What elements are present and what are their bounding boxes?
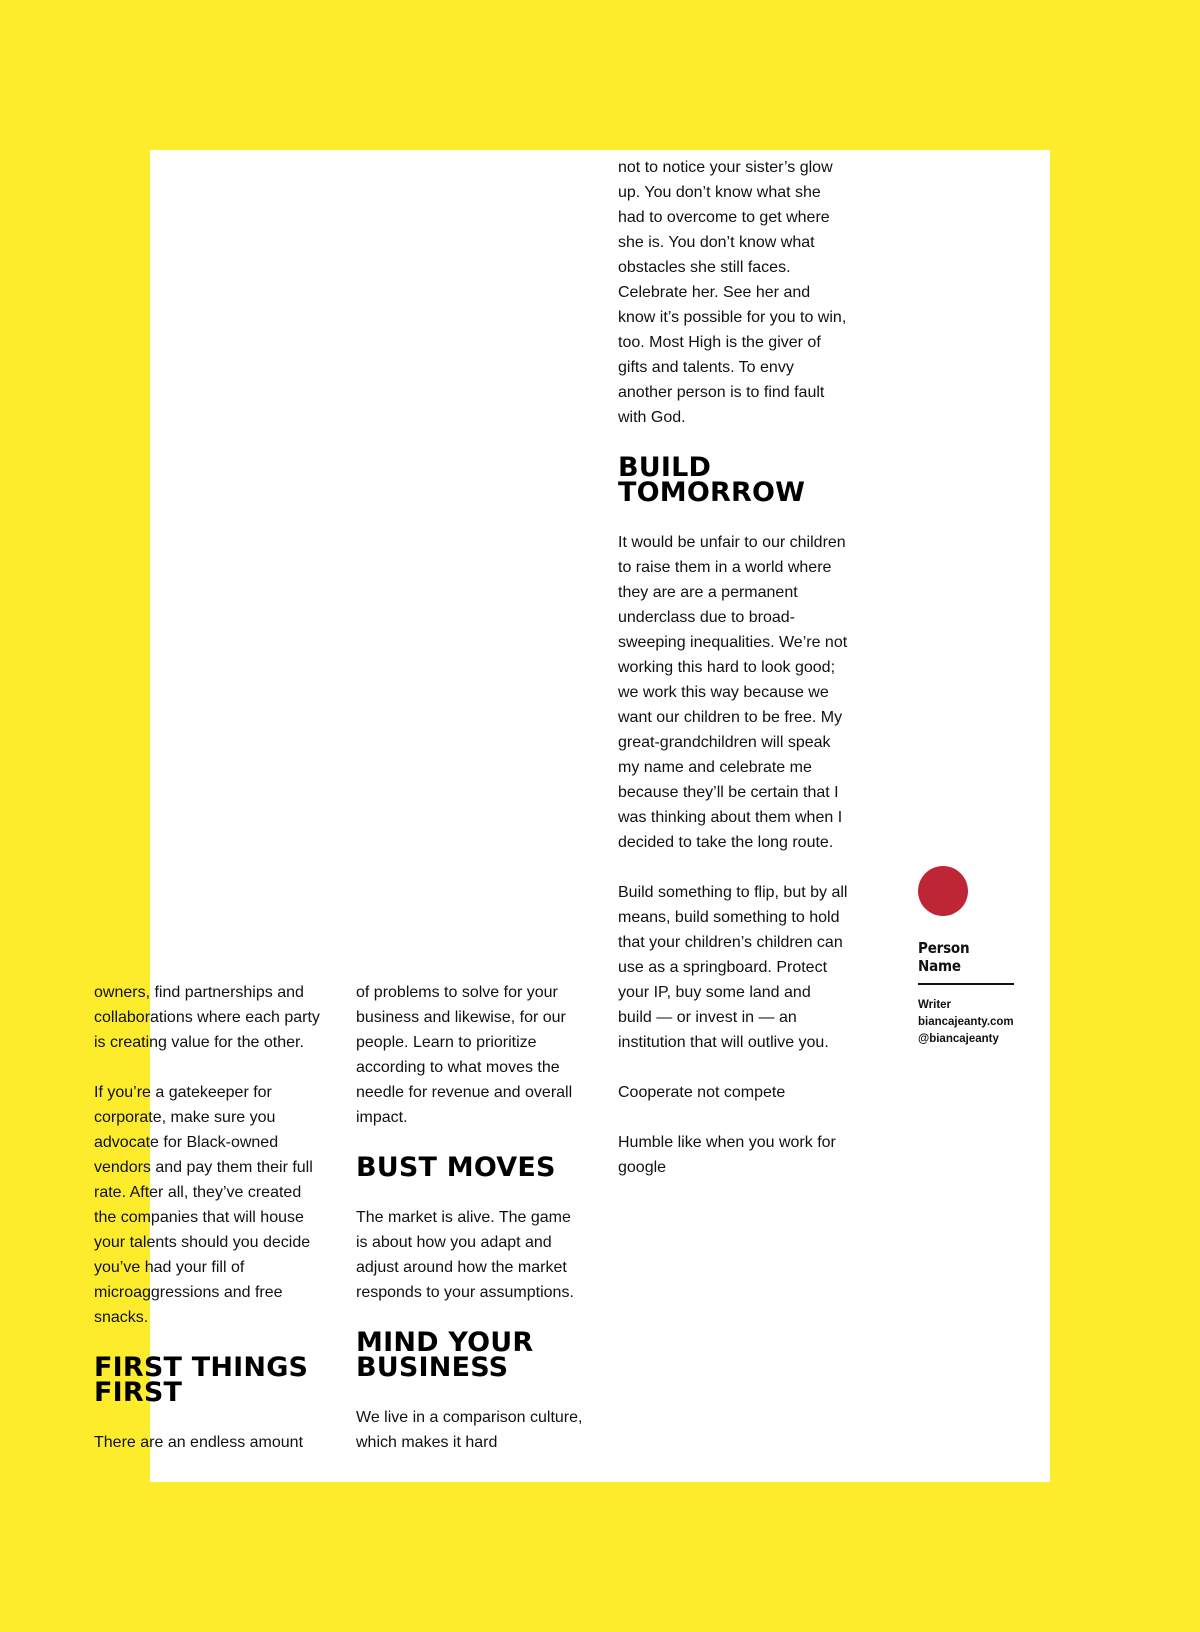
paragraph: not to notice your sister’s glow up. You don’t know what she had to overcome to get where she is. You don’t know what obstacles she still faces. Celebrate her. See her and know it’s possible for you to win, too. Most High is the giver of gifts and talents. To envy another person is to find fault with God. bbox=[618, 159, 847, 426]
paragraph: There are an endless amount bbox=[94, 1434, 304, 1451]
paragraph: If you’re a gatekeeper for corporate, make sure you advocate for Black-owned vendors and pay them their full rate. After all, they’ve created the companies that will house your talents should you decide you’ve had your fill of microaggressions and free snacks. bbox=[94, 1084, 313, 1326]
author-card bbox=[918, 866, 1028, 1048]
paragraph: Build something to flip, but by all means, build something to hold that your children’s children can use as a springboard. Protect your IP, buy some land and build — or invest in — an institution that will outlive you. bbox=[618, 884, 848, 1051]
article-column-2 bbox=[356, 980, 586, 1480]
paragraph: We live in a comparison culture, which makes it hard bbox=[356, 1409, 583, 1451]
paragraph: Humble like when you work for google bbox=[618, 1134, 836, 1176]
paragraph: of problems to solve for your business and likewise, for our people. Learn to prioritize according to what moves the needle for revenue and overall impact. bbox=[356, 984, 573, 1126]
author-handle-link[interactable]: @biancajeanty bbox=[918, 1033, 999, 1045]
author-meta bbox=[918, 997, 1028, 1048]
author-website-link[interactable]: biancajeanty.com bbox=[918, 1016, 1014, 1028]
section-heading-mind-your-business: MIND YOUR BUSINESS bbox=[356, 1327, 534, 1383]
paragraph: It would be unfair to our children to raise them in a world where they are are a permanent underclass due to broad-sweeping inequalities. We’re not working this hard to look good; we work this way because we want our children to be free. My great-grandchildren will speak my name and celebrate me because they’ll be certain that I was thinking about them when I decided to take the long route. bbox=[618, 534, 848, 851]
paragraph: The market is alive. The game is about how you adapt and adjust around how the market responds to your assumptions. bbox=[356, 1209, 574, 1301]
author-name: Person Name bbox=[918, 939, 1014, 985]
article-column-1 bbox=[94, 980, 324, 1480]
paragraph: owners, find partnerships and collaborations where each party is creating value for the other. bbox=[94, 984, 320, 1051]
section-heading-build-tomorrow: BUILD TOMORROW bbox=[618, 452, 806, 508]
section-heading-bust-moves: BUST MOVES bbox=[356, 1152, 556, 1183]
article-column-3 bbox=[618, 155, 848, 1205]
avatar bbox=[918, 866, 968, 916]
section-heading-first-things-first: FIRST THINGS FIRST bbox=[94, 1352, 309, 1408]
author-role: Writer bbox=[918, 999, 952, 1011]
paragraph: Cooperate not compete bbox=[618, 1084, 786, 1101]
